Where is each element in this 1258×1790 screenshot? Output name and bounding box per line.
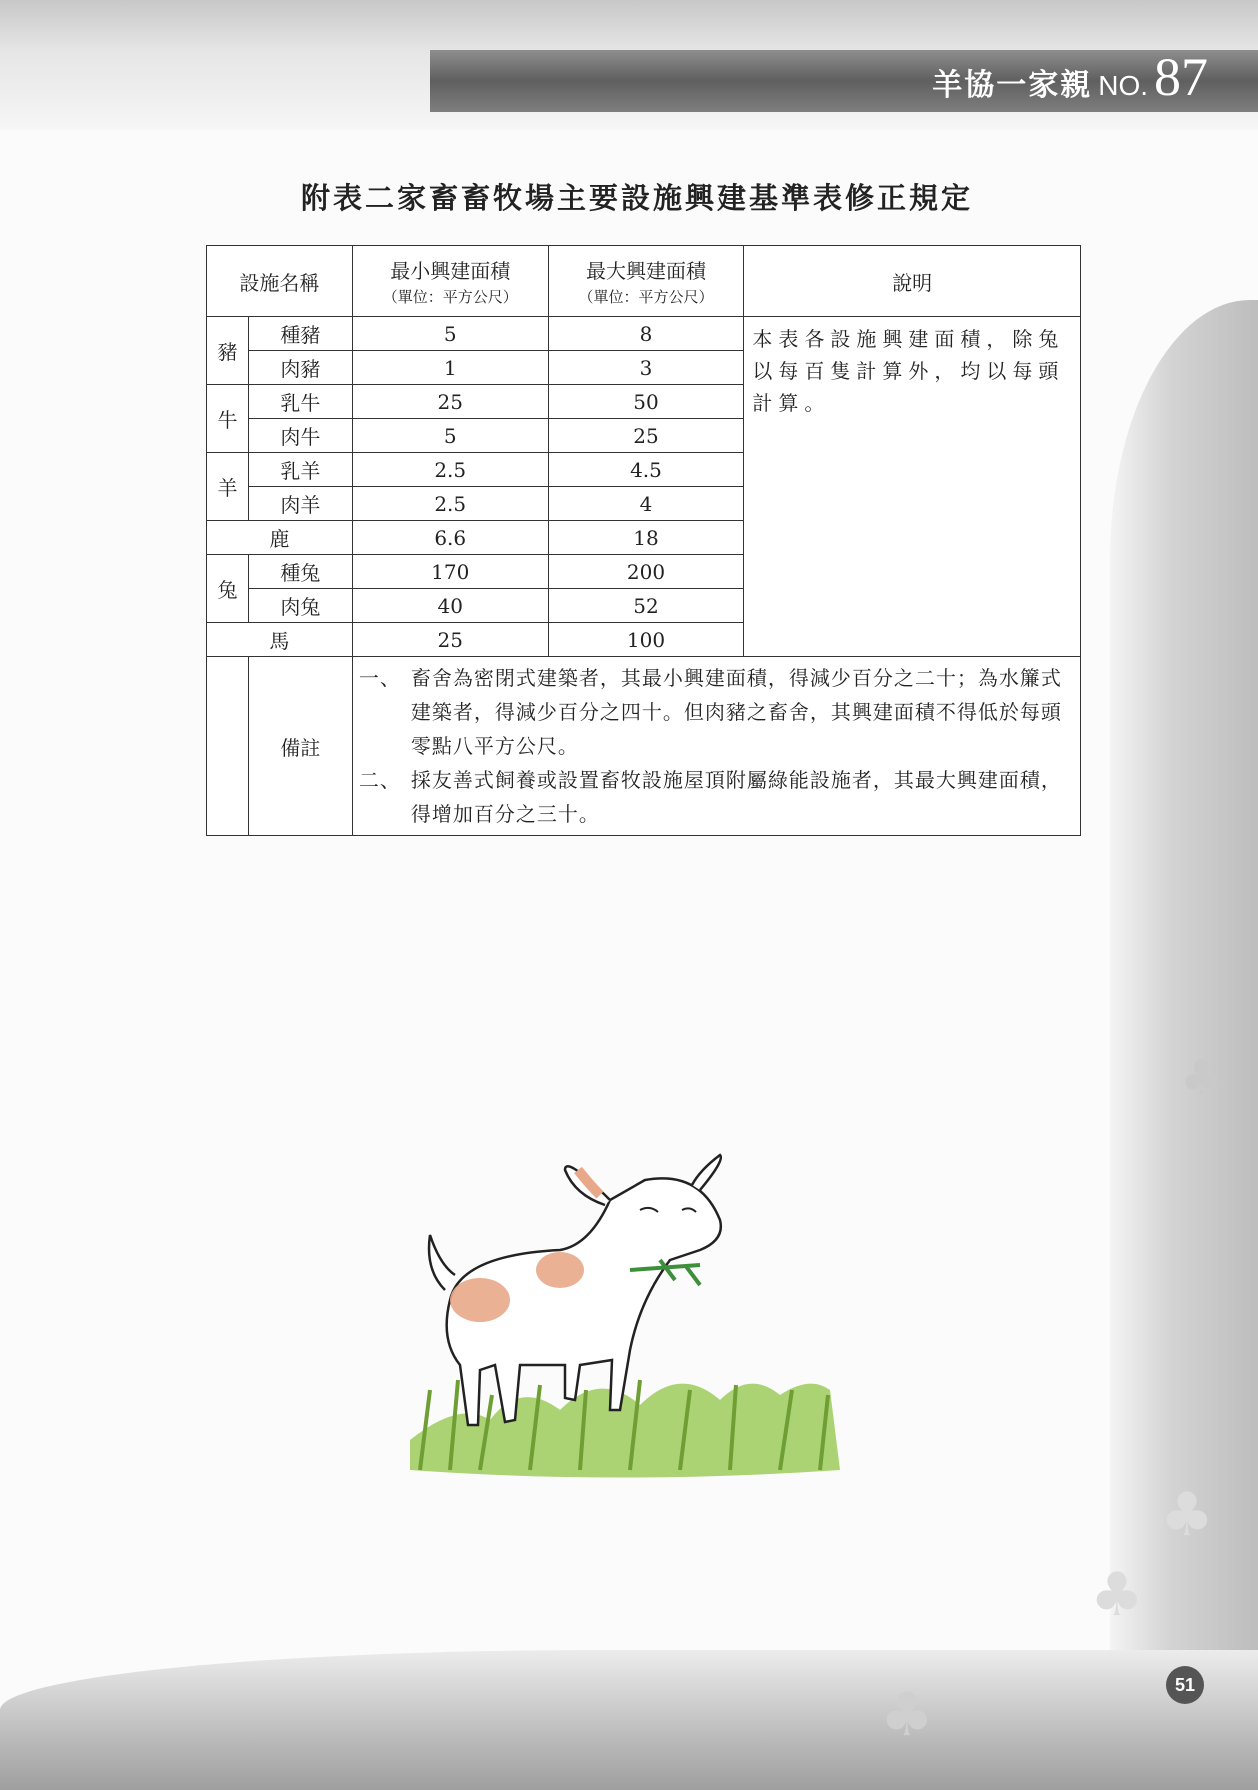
page-title: 附表二家畜畜牧場主要設施興建基準表修正規定 [300,181,973,215]
issue-number: 87 [1154,47,1208,107]
row-min: 6.6 [352,521,548,555]
remark-text: 採友善式飼養或設置畜牧設施屋頂附屬綠能設施者，其最大興建面積，得增加百分之三十。 [410,768,1062,826]
row-min: 2.5 [352,487,548,521]
row-min: 2.5 [352,453,548,487]
remark-number: 一、 [358,666,401,690]
remarks-label: 備註 [248,657,352,836]
table-row [207,317,1081,351]
row-name: 肉牛 [248,419,352,453]
group-rabbit: 兔 [207,555,249,623]
remark-number: 二、 [358,768,401,792]
header-min [352,246,548,317]
row-name: 馬 [207,623,353,657]
row-min: 170 [352,555,548,589]
clover-icon: ♣ [1090,1560,1144,1630]
row-min: 1 [352,351,548,385]
group-pig: 豬 [207,317,249,385]
magazine-title: 羊協一家親 [932,68,1093,103]
row-min: 25 [352,385,548,419]
row-max: 52 [548,589,744,623]
remarks-cell [352,657,1080,836]
table-header-row [207,246,1081,317]
row-max: 4 [548,487,744,521]
header-name: 設施名稱 [207,246,353,317]
remark-item [359,661,1074,763]
row-name: 肉兔 [248,589,352,623]
row-name: 種兔 [248,555,352,589]
row-max: 50 [548,385,744,419]
group-goat: 羊 [207,453,249,521]
row-max: 3 [548,351,744,385]
clover-icon: ♣ [880,1680,934,1750]
row-name: 種豬 [248,317,352,351]
group-cattle: 牛 [207,385,249,453]
row-name: 肉羊 [248,487,352,521]
header-max-label: 最大興建面積 [585,259,706,283]
goat-patch [450,1278,510,1322]
description-cell: 本表各設施興建面積，除兔以每百隻計算外，均以每頭計算。 [744,317,1081,657]
row-min: 40 [352,589,548,623]
row-max: 18 [548,521,744,555]
header-note: 說明 [744,246,1081,317]
header-max-unit: （單位：平方公尺） [578,288,714,306]
remarks-row [207,657,1081,836]
row-max: 100 [548,623,744,657]
row-max: 4.5 [548,453,744,487]
row-min: 25 [352,623,548,657]
row-min: 5 [352,419,548,453]
row-name: 鹿 [207,521,353,555]
row-max: 25 [548,419,744,453]
goat-patch [536,1252,584,1288]
issue-label: NO. [1098,70,1148,101]
clover-icon: ♣ [1160,1480,1214,1550]
row-name: 乳羊 [248,453,352,487]
goat-illustration [400,1140,880,1520]
remark-item [359,763,1074,831]
row-max: 200 [548,555,744,589]
row-name: 乳牛 [248,385,352,419]
row-max: 8 [548,317,744,351]
header-min-unit: （單位：平方公尺） [382,288,518,306]
remark-text: 畜舍為密閉式建築者，其最小興建面積，得減少百分之二十；為水簾式建築者，得減少百分之四十。但肉豬之畜舍，其興建面積不得低於每頭零點八平方公尺。 [410,666,1062,758]
facility-standards-table [206,245,1081,836]
clover-icon: ♣ [1180,1050,1224,1106]
page-number: 51 [1166,1666,1204,1704]
magazine-header [932,47,1208,108]
bottom-decoration [0,1650,1258,1790]
row-name: 肉豬 [248,351,352,385]
header-min-label: 最小興建面積 [390,259,511,283]
header-max [548,246,744,317]
remarks-blank [207,657,249,836]
row-min: 5 [352,317,548,351]
